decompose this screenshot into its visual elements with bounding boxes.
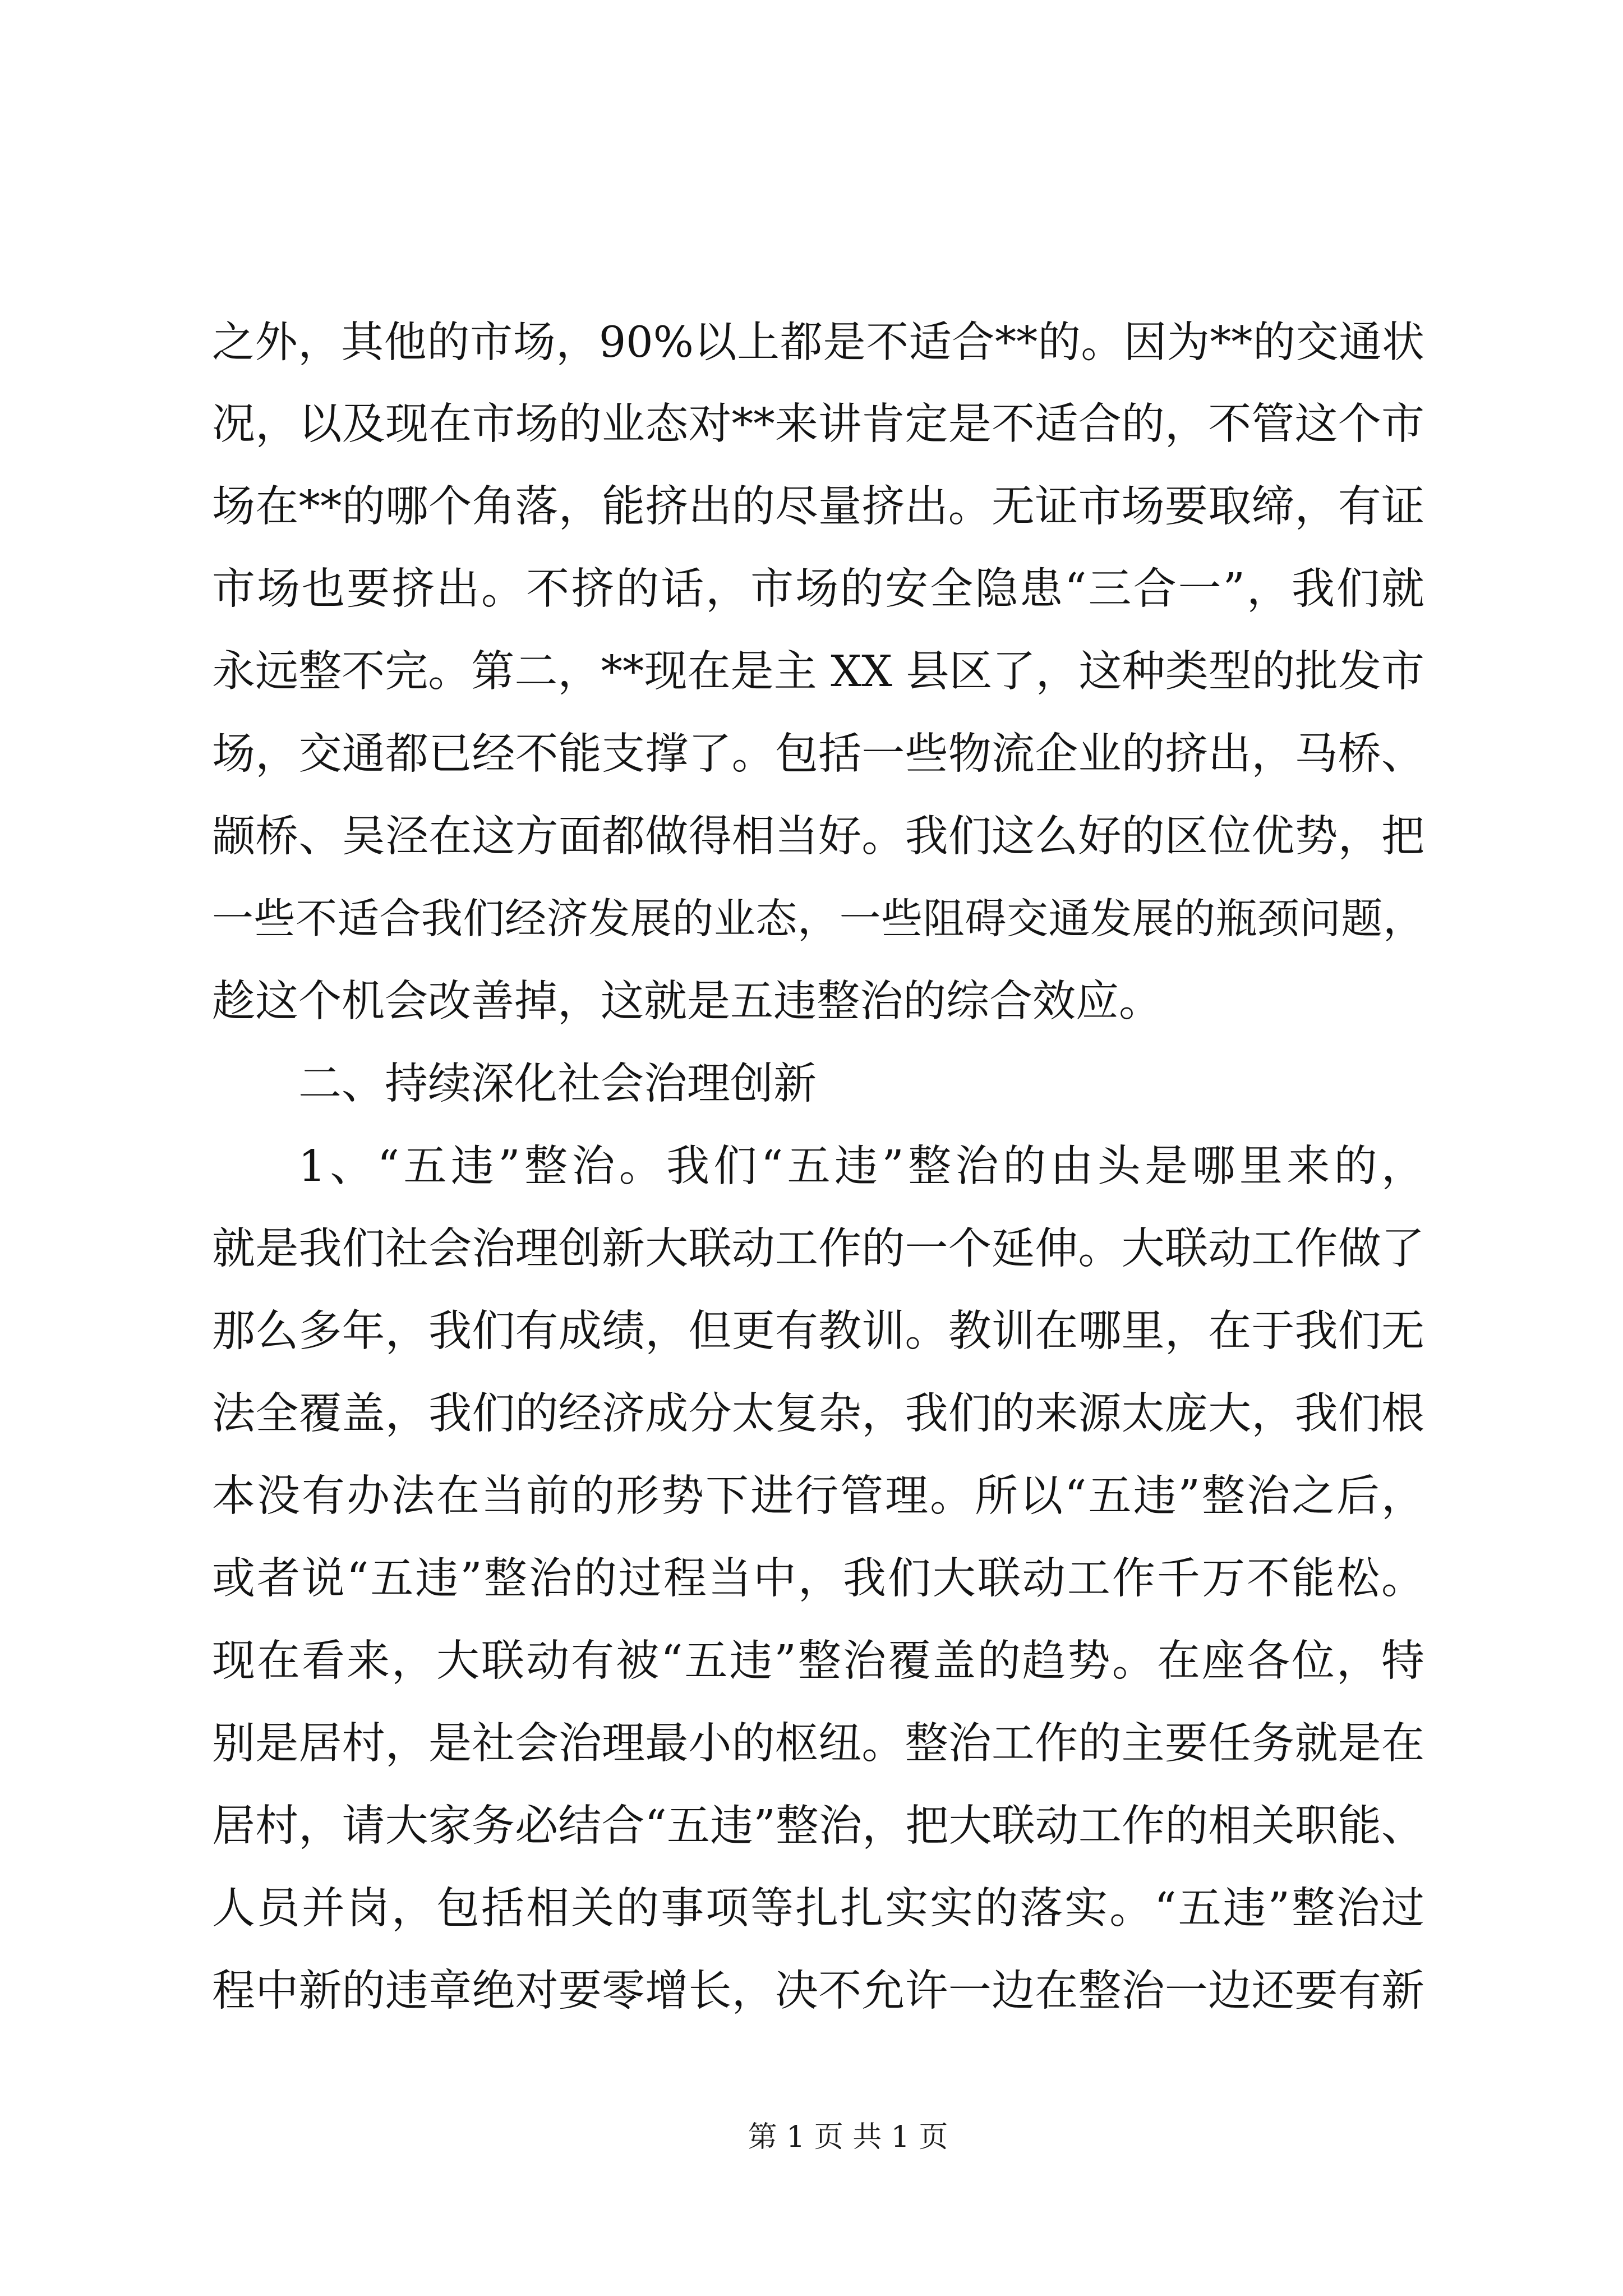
text-line: 本没有办法在当前的形势下进行管理。所以“五违”整治之后， [212,1471,1424,1521]
text-line: 场，交通都已经不能支撑了。包括一些物流企业的挤出，马桥、 [212,729,1424,779]
section-heading-text: 二、持续深化社会治理创新 [298,1059,817,1109]
text-line: 就是我们社会治理创新大联动工作的一个延伸。大联动工作做了 [212,1224,1424,1274]
text-line: 别是居村，是社会治理最小的枢纽。整治工作的主要任务就是在 [212,1719,1424,1769]
text-line: 市场也要挤出。不挤的话，市场的安全隐患“三合一”，我们就 [212,564,1424,614]
text-line: 永远整不完。第二，**现在是主 XX 县区了，这种类型的批发市 [212,647,1424,697]
document-body [212,301,1424,2032]
text-line: 趁这个机会改善掉，这就是五违整治的综合效应。 [212,977,1162,1027]
section-heading [212,1043,1424,1125]
text-line: 之外，其他的市场，90%以上都是不适合**的。因为**的交通状 [212,317,1424,367]
text-line: 一些不适合我们经济发展的业态，一些阻碍交通发展的瓶颈问题， [212,895,1424,943]
text-line: 颛桥、吴泾在这方面都做得相当好。我们这么好的区位优势，把 [212,812,1424,862]
text-line: 场在**的哪个角落，能挤出的尽量挤出。无证市场要取缔，有证 [212,482,1424,532]
text-line: 那么多年，我们有成绩，但更有教训。教训在哪里，在于我们无 [212,1306,1424,1356]
text-line: 法全覆盖，我们的经济成分太复杂，我们的来源太庞大，我们根 [212,1389,1424,1439]
paragraph [212,1125,1424,2032]
text-line: 1、“五违”整治。我们“五违”整治的由头是哪里来的， [298,1142,1424,1191]
text-line: 现在看来，大联动有被“五违”整治覆盖的趋势。在座各位，特 [212,1636,1424,1686]
page-footer: 第 1 页 共 1 页 [748,2120,948,2154]
text-line: 或者说“五违”整治的过程当中，我们大联动工作千万不能松。 [212,1554,1424,1604]
text-line: 程中新的违章绝对要零增长，决不允许一边在整治一边还要有新 [212,1966,1424,2016]
text-line: 居村，请大家务必结合“五违”整治，把大联动工作的相关职能、 [212,1801,1424,1851]
paragraph [212,301,1424,1043]
text-line: 人员并岗，包括相关的事项等扎扎实实的落实。“五违”整治过 [212,1884,1424,1934]
text-line: 况，以及现在市场的业态对**来讲肯定是不适合的，不管这个市 [212,399,1424,449]
